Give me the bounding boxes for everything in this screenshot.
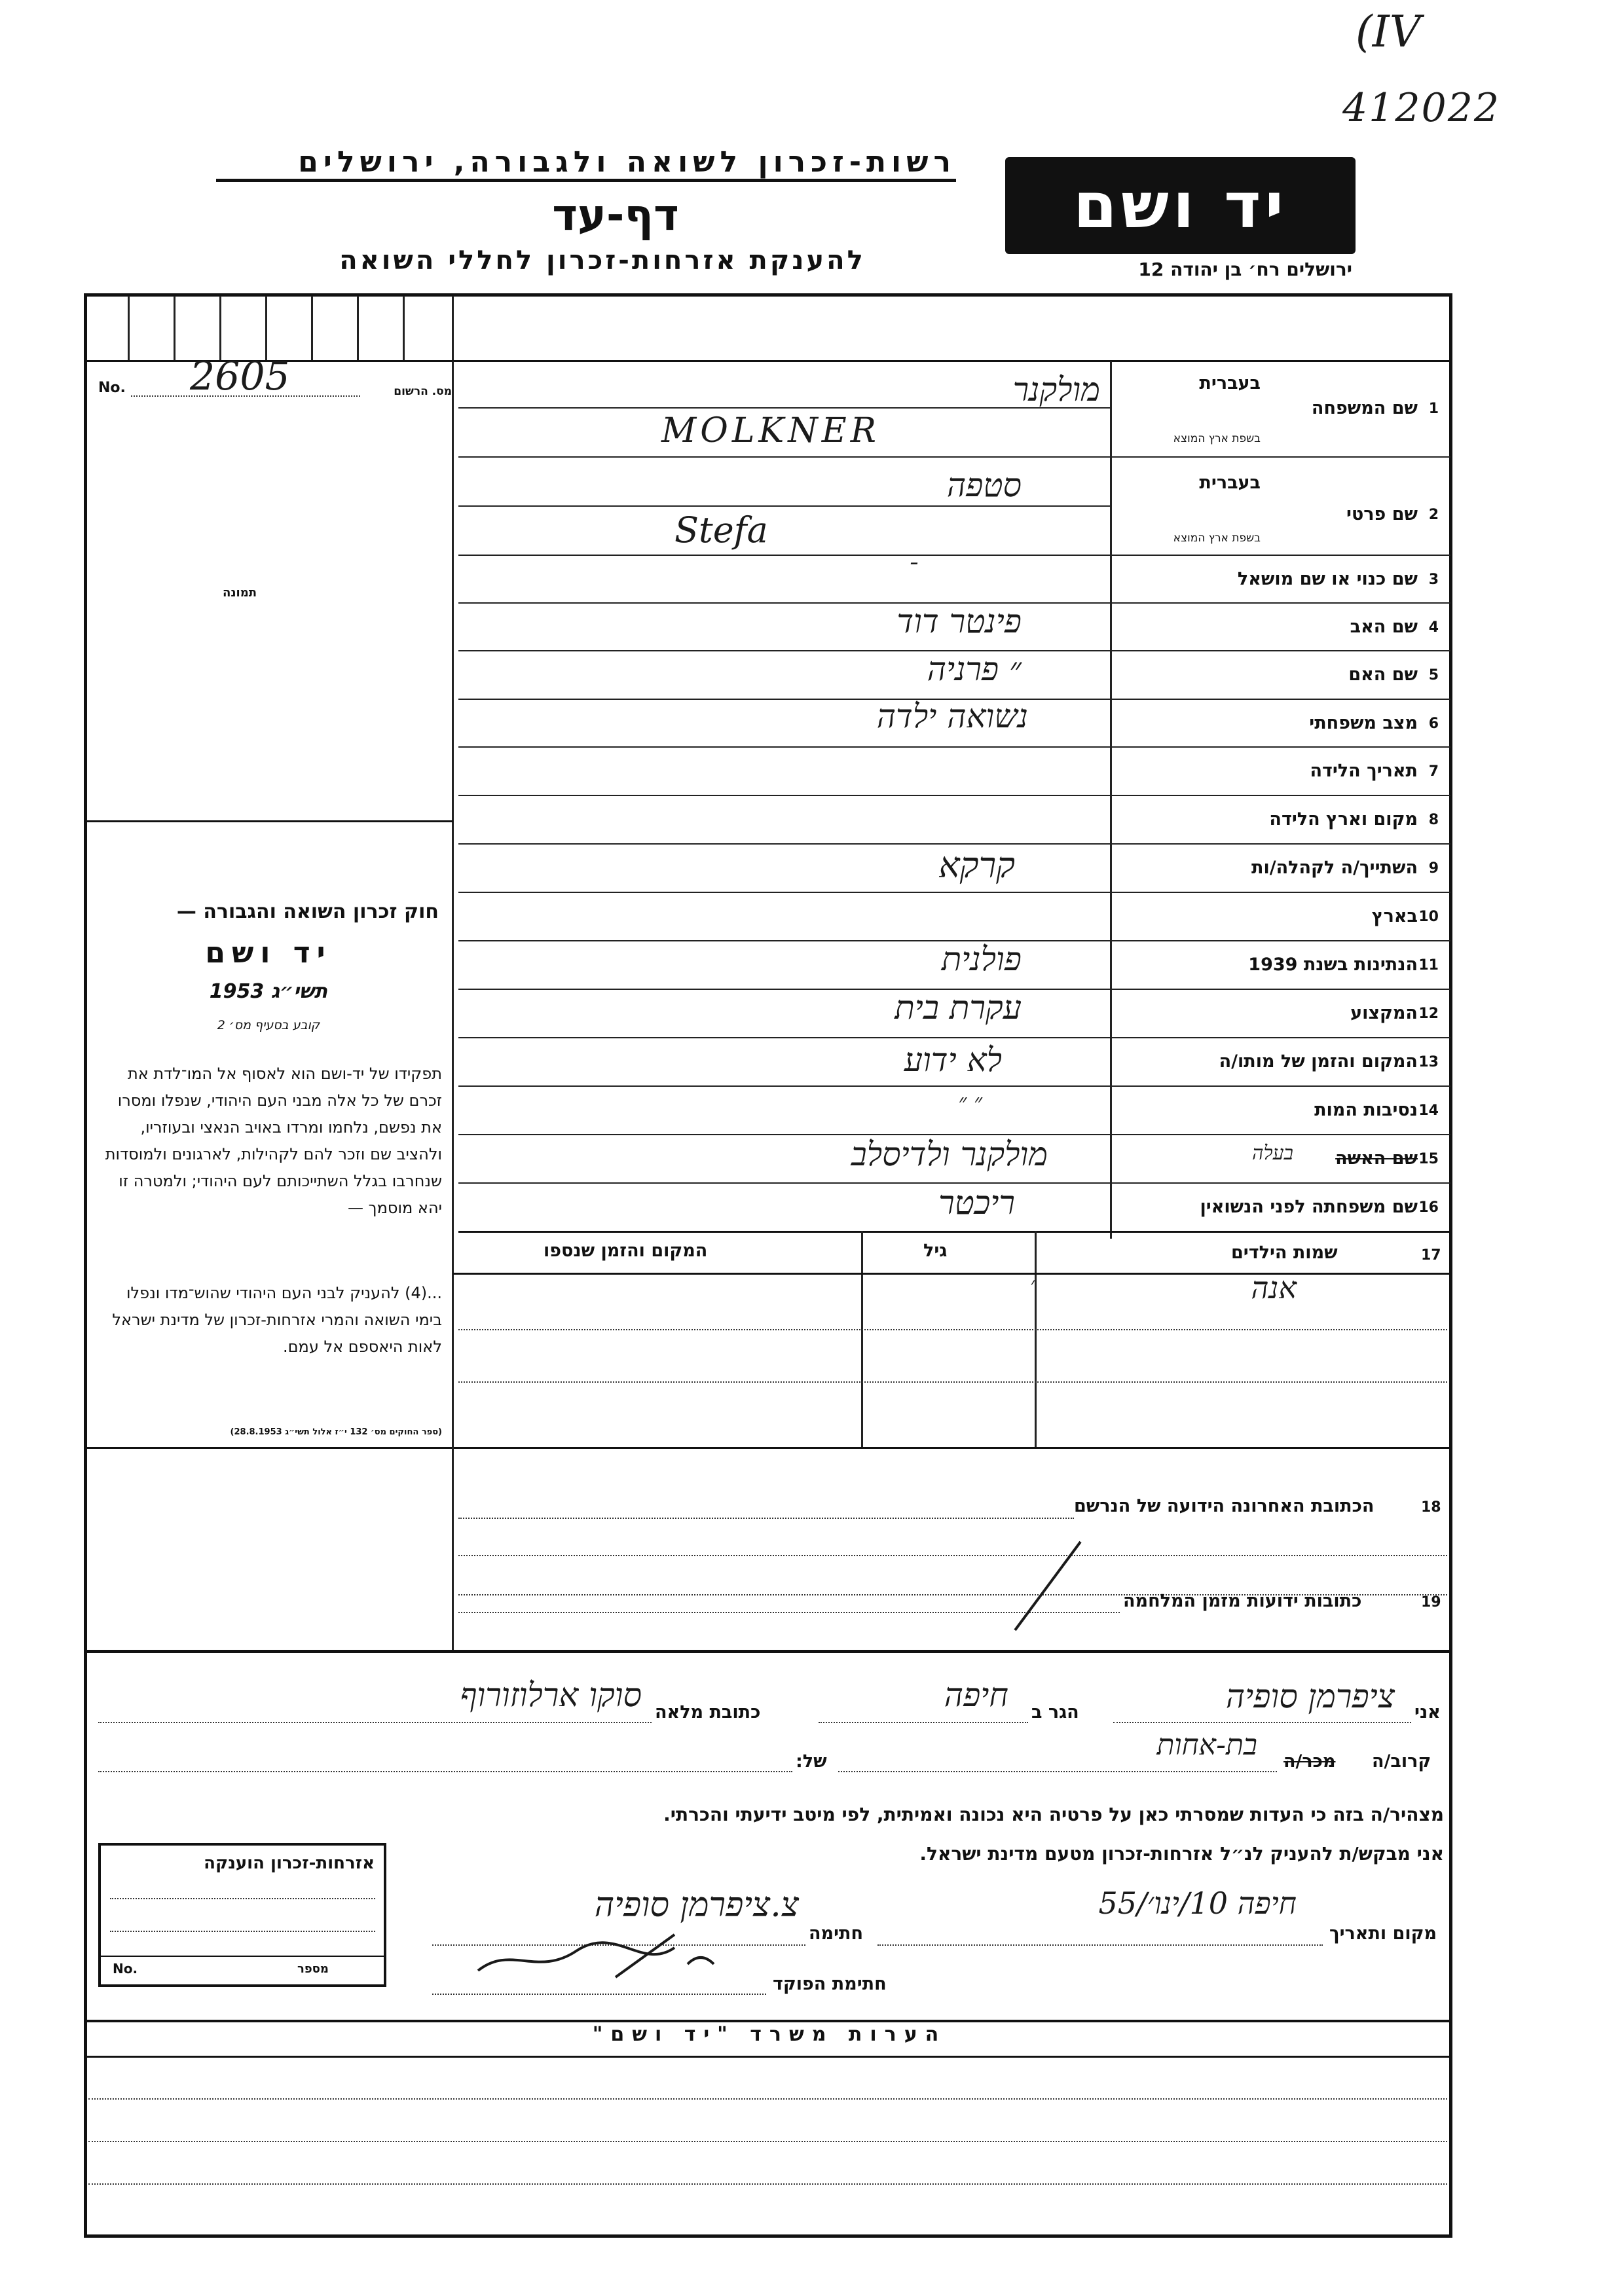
field-number: 9 (1428, 860, 1439, 877)
field-5 (1113, 655, 1444, 696)
authority-name: רשות-זכרון לשואה ולגבורה, ירושלים (216, 145, 956, 182)
field-8 (1113, 800, 1444, 841)
field-2-hebrew-value: סטפה (946, 466, 1022, 504)
field-sub-origin: בשפת ארץ המוצא (1173, 532, 1261, 545)
field-13-value: לא ידוע (904, 1041, 1002, 1079)
field-label: שם האשה (1335, 1148, 1418, 1169)
law-clause: קובע בסעיף מס׳ 2 (217, 1018, 320, 1032)
decl-officer-label: חתימת הפוקד (773, 1974, 887, 1994)
field-number: 13 (1418, 1054, 1439, 1070)
declarant-city: חיפה (944, 1676, 1008, 1714)
reg-number-value: 2605 (190, 354, 290, 399)
children-field-number: 17 (1421, 1247, 1441, 1264)
decl-signature-label: חתימה (809, 1923, 864, 1944)
field-label-note: בעלה (1251, 1142, 1293, 1165)
field-19-label: כתובות ידועות מזמן המלחמה (1123, 1591, 1362, 1611)
field-number: 1 (1428, 401, 1439, 417)
declarant-relation: בת-אחות (1156, 1728, 1257, 1762)
field-11 (1113, 945, 1444, 986)
decl-statement-2: אני מבקש/ת להעניק לנ״ל אזרחות-זכרון מטעם מדינת ישראל. (919, 1843, 1444, 1865)
field-label: הנתינות בשנת 1939 (1248, 955, 1418, 975)
field-13 (1113, 1042, 1444, 1083)
field-7 (1113, 752, 1444, 792)
field-label: בארץ (1371, 906, 1418, 926)
field-label: השתייך/ה לקהלה/ות (1251, 858, 1418, 878)
field-16-value: ריכטר (938, 1184, 1015, 1222)
decl-shel: של: (796, 1751, 827, 1772)
field-label: נסיבות המות (1314, 1100, 1418, 1120)
field-18-number: 18 (1421, 1499, 1441, 1516)
children-col-place: המקום והזמן שנספו (544, 1241, 708, 1261)
field-12 (1113, 994, 1444, 1034)
reg-no-label: מס. הרשום (394, 385, 452, 398)
field-label: שם פרטי (1346, 504, 1418, 524)
field-4-value: פינטר דוד (896, 602, 1022, 640)
grant-box-no: No. (113, 1961, 138, 1977)
field-3 (1113, 560, 1444, 600)
field-10 (1113, 897, 1444, 938)
field-number: 7 (1428, 763, 1439, 780)
field-11-value: פולנית (941, 940, 1022, 978)
law-text-2: ...(4) להעניק לבני העם היהודי שהוש־מדו ונפלו בימי השואה והמרי אזרחות-זכרון של מדינת ישראל לאות היאספם אל עמם. (112, 1284, 442, 1356)
field-12-value: עקרת בית (895, 989, 1022, 1027)
field-label: שם האב (1350, 617, 1418, 637)
law-text-1: תפקידו של יד-ושם הוא לאסוף אל המו־לדת את זכרם של כל אלה מבני העם היהודי, שנפלו ומסרו את נפשם, נלחמו ומרדו באויב הנאצי ובעוזריו, ולהציב שם וזכר להם לקהילות, לארגונים ולמוסדות שנחרבו בגלל השתייכותם לעם היהודי; ולמטרה זו יהא מוסמך — (105, 1065, 442, 1217)
office-notes-title: הערות משרד "יד ושם" (592, 2023, 947, 2046)
decl-relation-label: קרוב/ה (1372, 1751, 1431, 1772)
field-number: 12 (1418, 1006, 1439, 1022)
field-4 (1113, 608, 1444, 648)
children-col-age: גיל (923, 1241, 948, 1261)
field-sub-hebrew: בעברית (1199, 373, 1261, 393)
field-1-hebrew-value: מולקנר (1012, 371, 1100, 409)
field-15-value: מולקנר ולדיסלב (851, 1135, 1048, 1173)
field-number: 11 (1418, 957, 1439, 974)
field-number: 10 (1418, 909, 1439, 925)
field-3-value: ־ (908, 557, 917, 584)
decl-statement-1: מצהיר/ה בזה כי העדות שמסרתי כאן על פרטיה היא נכונה ואמיתית, לפי מיטב ידיעתי והכרתי. (663, 1804, 1444, 1825)
declarant-signature: צ.ציפרמן סופיה (594, 1886, 799, 1925)
field-sub-origin: בשפת ארץ המוצא (1173, 432, 1261, 445)
declarant-name: ציפרמן סופיה (1225, 1677, 1395, 1715)
field-14-value: ״ ״ (958, 1089, 982, 1116)
photo-label: תמונה (223, 586, 257, 600)
decl-ani: אני (1414, 1702, 1441, 1722)
field-16 (1113, 1188, 1444, 1228)
decl-gar-b: הגר ב (1031, 1702, 1079, 1722)
citizenship-grant-box (98, 1843, 386, 1987)
children-col-names: שמות הילדים (1231, 1243, 1338, 1263)
field-label: שם האם (1348, 665, 1418, 685)
field-number: 8 (1428, 812, 1439, 828)
field-label: מקום וארץ הלידה (1269, 809, 1418, 829)
grant-box-title: אזרחות-זכרון הוענקה (204, 1853, 375, 1873)
field-9-value: קרקא (938, 845, 1015, 886)
field-label: שם כנוי או שם מושאל (1237, 569, 1418, 589)
form-subtitle: להענקת אזרחות-זכרון לחללי השואה (339, 246, 866, 276)
law-year: תשי״ג 1953 (209, 980, 328, 1003)
law-source: (ספר החוקים מס׳ 132 י״ז אלול תשי״ג 28.8.1953) (230, 1427, 442, 1437)
field-1-latin-value: MOLKNER (661, 411, 880, 450)
field-label: המקום והזמן של מותו/ה (1219, 1051, 1418, 1072)
field-sub-hebrew: בעברית (1199, 473, 1261, 493)
roman-numeral: IV (1372, 7, 1421, 57)
logo-text: יד ושם (1073, 169, 1287, 242)
law-name: יד ושם (205, 936, 332, 970)
reg-no-prefix: No. (98, 380, 126, 396)
decl-place-date: חיפה 10/ינו׳/55 (1098, 1886, 1297, 1921)
field-number: 2 (1428, 507, 1439, 523)
logo-address: ירושלים רח׳ בן יהודה 12 (1138, 259, 1352, 280)
field-number: 16 (1418, 1199, 1439, 1216)
grant-box-mispar: מספר (297, 1962, 329, 1976)
field-2-latin-value: Stefa (674, 509, 768, 551)
field-9 (1113, 848, 1444, 889)
field-number: 3 (1428, 572, 1439, 588)
field-label: מצב משפחתי (1309, 713, 1418, 733)
child-name-value: אנה (1251, 1270, 1297, 1305)
field-number: 6 (1428, 716, 1439, 732)
document-number: 412022 (1342, 85, 1501, 131)
cross-out-slash (1008, 1539, 1087, 1637)
decl-relation-struck: מכר/ה (1283, 1751, 1336, 1772)
field-1 (1113, 367, 1444, 458)
field-18-label: הכתובת האחרונה הידועה של הנרשם (1074, 1496, 1375, 1516)
field-label: המקצוע (1350, 1003, 1418, 1023)
field-2 (1113, 466, 1444, 558)
field-number: 15 (1418, 1151, 1439, 1167)
decl-address-label: כתובת מלאה (655, 1702, 761, 1722)
field-label: שם משפחתה לפני הנשואין (1200, 1197, 1418, 1217)
field-5-value: ״ פרניה (927, 650, 1022, 688)
roman-numeral-mark: (IV (1356, 7, 1421, 57)
signature-scrawl (458, 1931, 799, 1990)
field-19-number: 19 (1421, 1594, 1441, 1611)
field-number: 5 (1428, 667, 1439, 683)
field-14 (1113, 1091, 1444, 1131)
field-6 (1113, 704, 1444, 744)
field-6-value: נשואה ילדה (876, 697, 1028, 735)
child-age-value: ׳ (1030, 1273, 1035, 1296)
yad-vashem-logo (1005, 157, 1356, 254)
law-title: חוק זכרון השואה והגבורה — (176, 900, 439, 923)
field-label: שם המשפחה (1311, 398, 1418, 418)
form-title: דף-עד (552, 190, 679, 240)
decl-place-date-label: מקום ותאריך (1329, 1923, 1437, 1944)
field-number: 4 (1428, 619, 1439, 636)
declarant-address: סוקו ארלוזורוף (460, 1676, 642, 1714)
field-label: תאריך הלידה (1310, 761, 1418, 781)
field-15 (1113, 1139, 1444, 1180)
field-number: 14 (1418, 1102, 1439, 1119)
